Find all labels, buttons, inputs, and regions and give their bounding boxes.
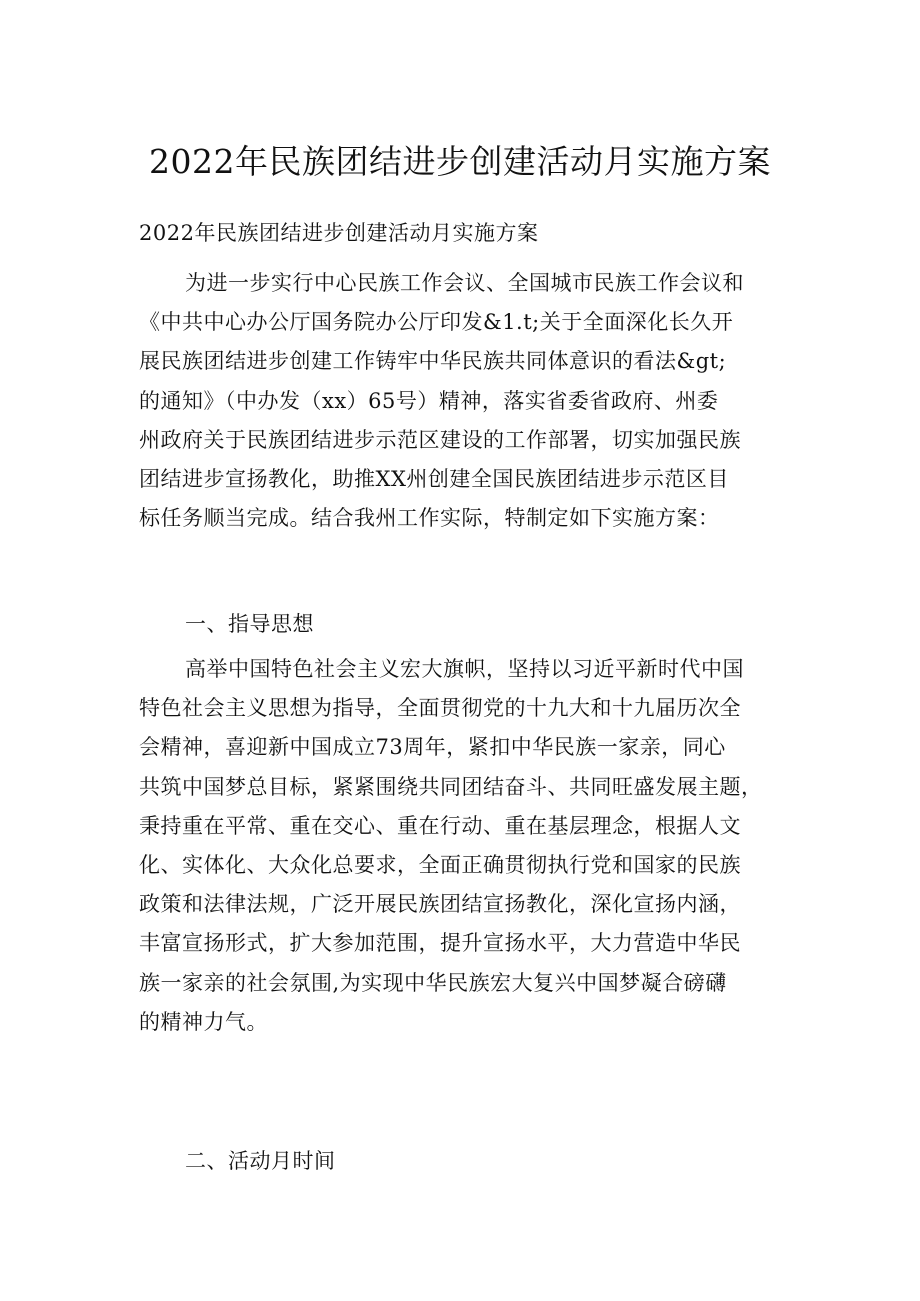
paragraph-line: 化、实体化、大众化总要求，全面正确贯彻执行党和国家的民族	[139, 852, 741, 877]
section-heading-guiding-ideology: 一、指导思想	[185, 612, 314, 636]
paragraph-line: 丰富宣扬形式，扩大参加范围，提升宣扬水平，大力营造中华民	[139, 931, 741, 956]
paragraph-line: 的精神力气。	[139, 1009, 268, 1034]
guiding-ideology-paragraph	[139, 650, 799, 1042]
paragraph-line: 标任务顺当完成。结合我州工作实际，特制定如下实施方案：	[139, 506, 720, 531]
paragraph-line: 州政府关于民族团结进步示范区建设的工作部署，切实加强民族	[139, 427, 741, 452]
paragraph-line: 会精神，喜迎新中国成立73周年，紧扣中华民族一家亲，同心	[139, 735, 726, 760]
document-subtitle: 2022年民族团结进步创建活动月实施方案	[139, 221, 539, 245]
paragraph-line: 族一家亲的社会氛围,为实现中华民族宏大复兴中国梦凝合磅礴	[139, 970, 727, 995]
document-title: 2022年民族团结进步创建活动月实施方案	[149, 142, 771, 181]
paragraph-line: 共筑中国梦总目标，紧紧围绕共同团结奋斗、共同旺盛发展主题，	[139, 774, 763, 799]
paragraph-line: 团结进步宣扬教化，助推XX州创建全国民族团结进步示范区目	[139, 466, 729, 491]
paragraph-line: 展民族团结进步创建工作铸牢中华民族共同体意识的看法&gt;	[139, 349, 727, 374]
paragraph-line: 为进一步实行中心民族工作会议、全国城市民族工作会议和	[185, 271, 744, 295]
paragraph-line: 《中共中心办公厅国务院办公厅印发&1.t;关于全面深化长久开	[139, 310, 734, 335]
paragraph-line: 特色社会主义思想为指导，全面贯彻党的十九大和十九届历次全	[139, 696, 741, 721]
paragraph-line: 秉持重在平常、重在交心、重在行动、重在基层理念，根据人文	[139, 813, 741, 838]
intro-paragraph	[139, 264, 799, 538]
section-heading-activity-month-time: 二、活动月时间	[185, 1149, 336, 1173]
paragraph-line: 政策和法律法规，广泛开展民族团结宣扬教化，深化宣扬内涵，	[139, 892, 741, 917]
paragraph-line: 高举中国特色社会主义宏大旗帜，坚持以习近平新时代中国	[185, 657, 744, 681]
paragraph-line: 的通知》（中办发（xx）65号）精神，落实省委省政府、州委	[139, 388, 719, 413]
